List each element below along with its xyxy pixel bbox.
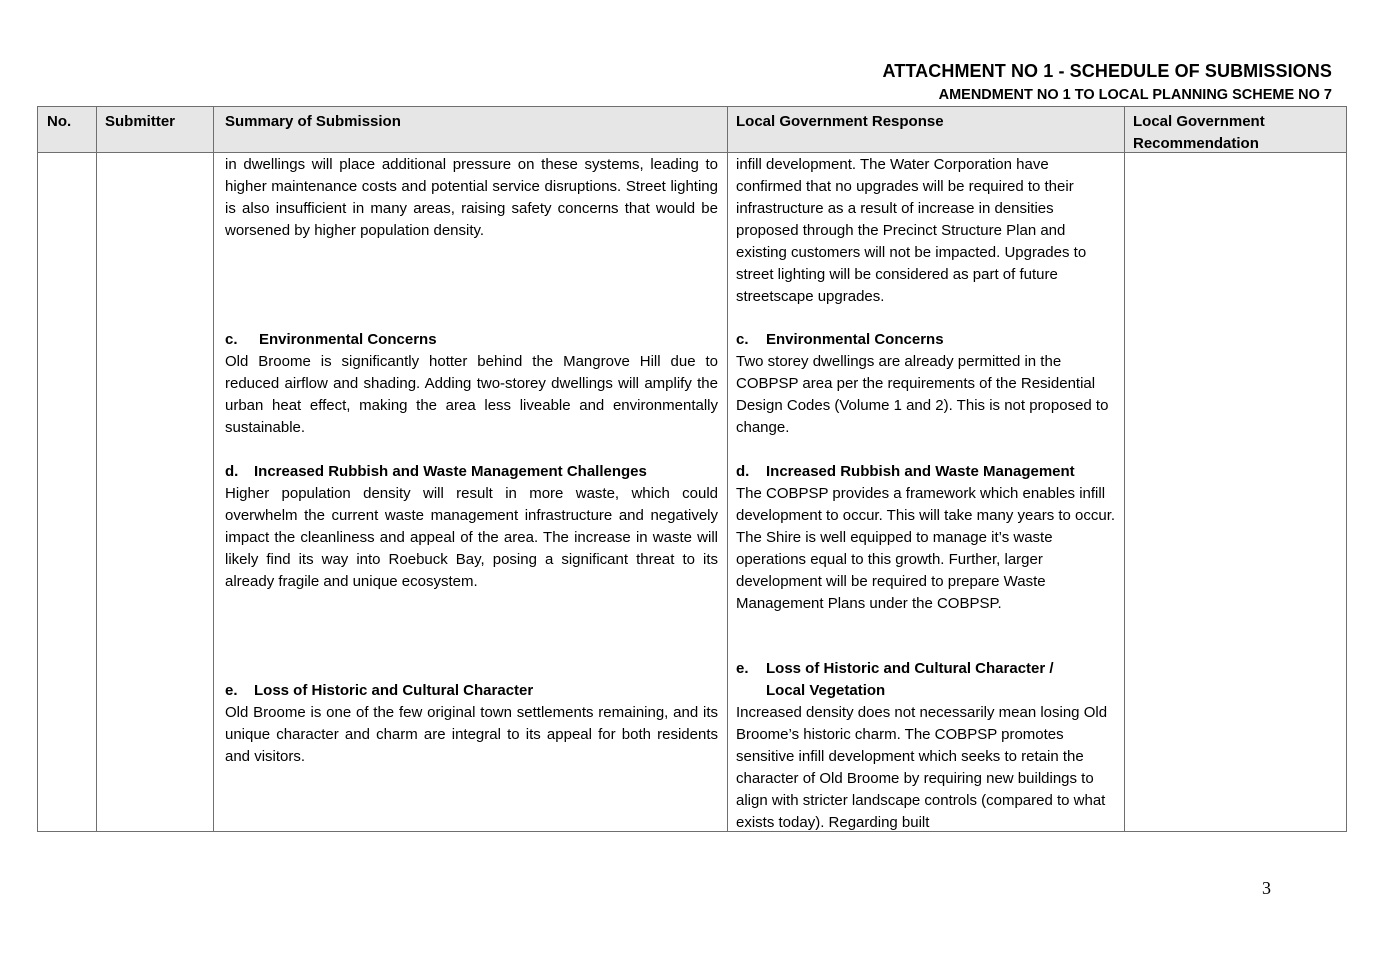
summary-intro: in dwellings will place additional pressure on these systems, leading to higher maintenance costs and potential service disruptions. Street lighting is also insufficient in many areas, raising safety concerns that would be worsened by higher population density. [225,156,718,239]
col-header-summary: Summary of Submission [225,113,401,130]
column-divider [727,107,728,831]
col-header-submitter: Submitter [105,113,176,130]
summary-section-c [225,329,718,439]
summary-text-d: Higher population density will result in more waste, which could overwhelm the current waste management infrastructure and negatively impact the cleanliness and appeal of the area. The increase in waste will likely find its way into Roebuck Bay, posing a significant threat to its already fragile and unique ecosystem. [225,485,718,590]
col-header-response: Local Government Response [736,113,944,130]
summary-heading-d: d. Increased Rubbish and Waste Management Challenges [225,463,647,480]
column-divider [96,107,97,831]
summary-text-c: Old Broome is significantly hotter behind the Mangrove Hill due to reduced airflow and shading. Adding two-storey dwellings will amplify the urban heat effect, making the area less liveable and environmentally sustainable. [225,353,718,436]
column-divider [213,107,214,831]
response-heading-e: e. Loss of Historic and Cultural Character / Local Vegetation [736,660,1054,699]
response-text-e: Increased density does not necessarily mean losing Old Broome’s historic charm. The COBPSP promotes sensitive infill development which seeks to retain the character of Old Broome by requiring new buildings to align with stricter landscape controls (compared to what exists today). Regarding built [736,704,1108,831]
response-heading-c: c. Environmental Concerns [736,331,944,348]
summary-text-e: Old Broome is one of the few original town settlements remaining, and its unique character and charm are integral to its appeal for both residents and visitors. [225,704,718,765]
response-text-d: The COBPSP provides a framework which enables infill development to occur. This will take many years to occur. The Shire is well equipped to manage it’s waste operations equal to this growth. Further, larger development will be required to prepare Waste Management Plans under the COBPSP. [736,485,1116,612]
response-section-c [736,329,1118,439]
col-header-no: No. [47,113,72,130]
amendment-subtitle: AMENDMENT NO 1 TO LOCAL PLANNING SCHEME NO 7 [938,87,1332,103]
response-text-c: Two storey dwellings are already permitted in the COBPSP area per the requirements of the Residential Design Codes (Volume 1 and 2). This is not proposed to change. [736,353,1109,436]
submissions-table [37,106,1347,832]
summary-section-e [225,680,718,768]
col-header-recommendation: Local Government Recommendation [1133,113,1265,152]
attachment-title: ATTACHMENT NO 1 - SCHEDULE OF SUBMISSIONS [882,61,1332,81]
summary-heading-e: e. Loss of Historic and Cultural Character [225,682,534,699]
page-number: 3 [1262,878,1271,898]
response-section-d [736,461,1118,615]
summary-heading-c: c. Environmental Concerns [225,331,437,348]
column-divider [1124,107,1125,831]
response-intro: infill development. The Water Corporation have confirmed that no upgrades will be required to their infrastructure as a result of increase in densities proposed through the Precinct Structure Plan and existing customers will not be impacted. Upgrades to street lighting will be considered as part of future streetscape upgrades. [736,156,1087,305]
response-heading-d: d. Increased Rubbish and Waste Management [736,463,1075,480]
table-header-row [38,107,1346,153]
summary-section-d [225,461,718,593]
response-section-e [736,658,1118,834]
